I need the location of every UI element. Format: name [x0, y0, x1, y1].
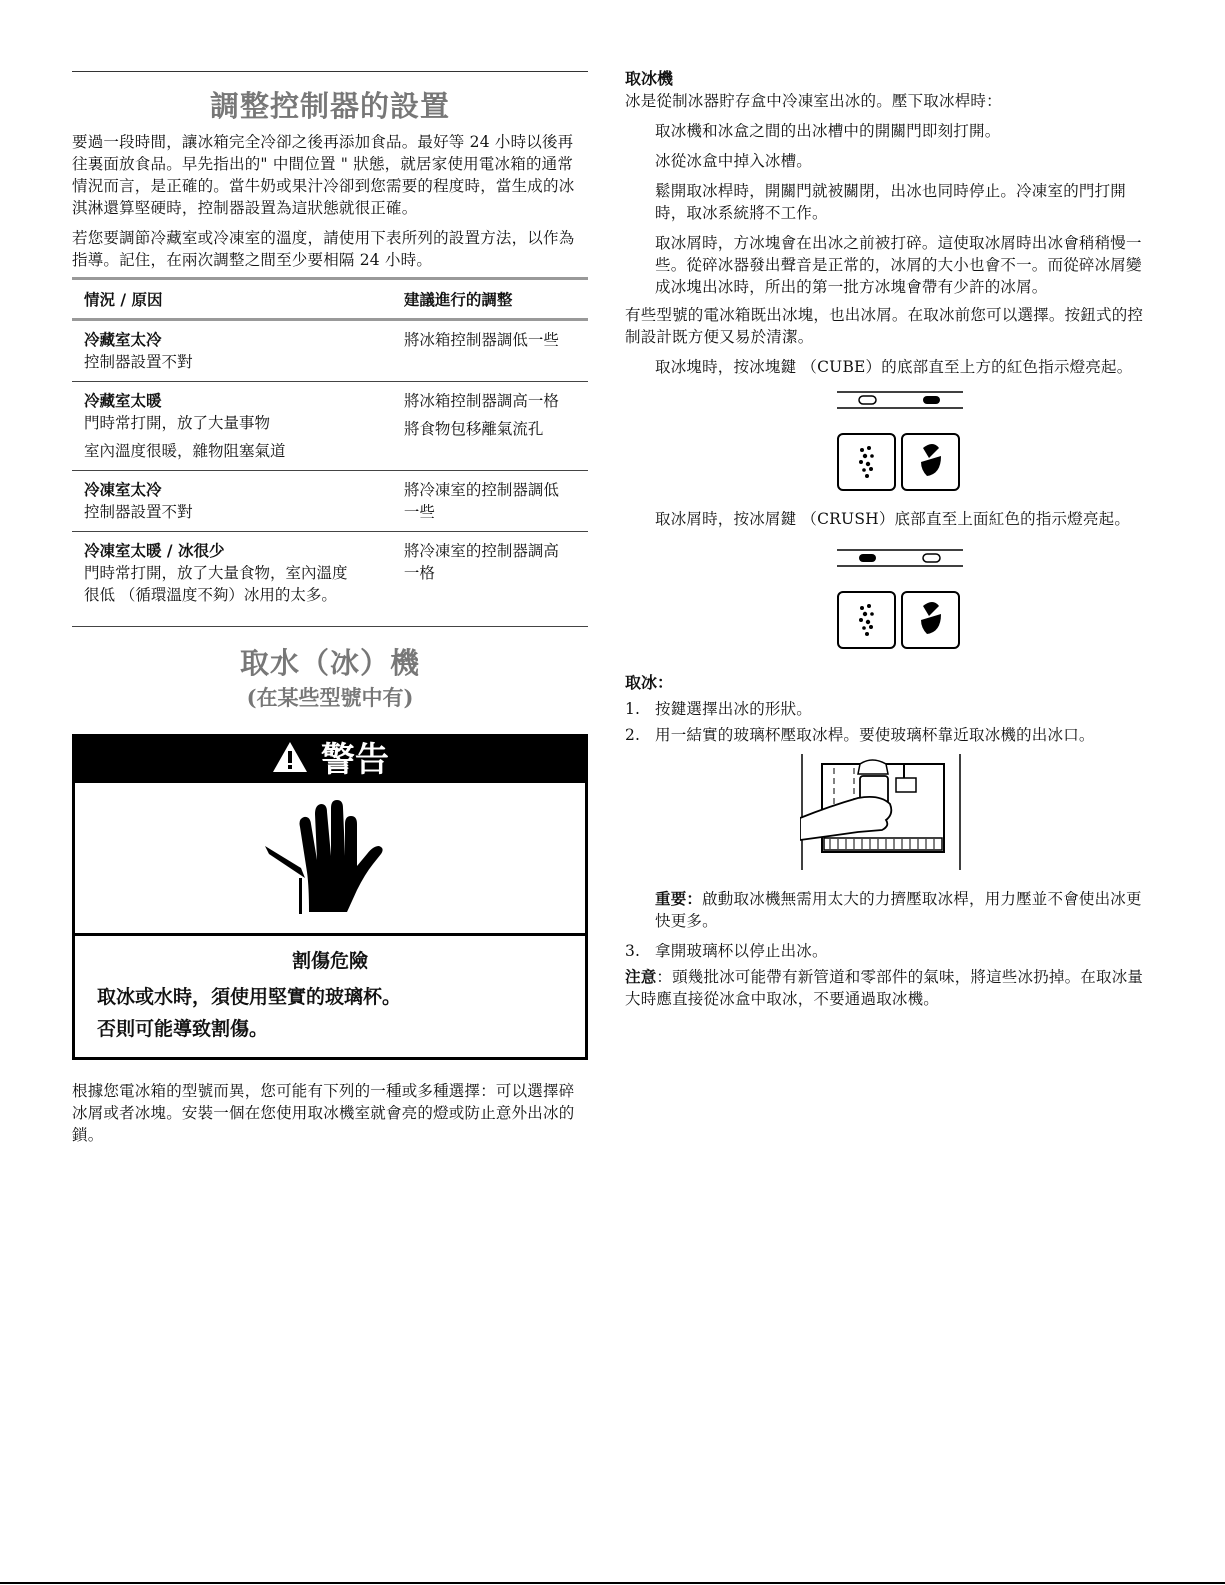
page-bottom-rule [0, 1582, 1225, 1584]
warning-line-2: 否則可能導致割傷。 [97, 1018, 269, 1040]
glass-dispensing-illustration [800, 754, 1145, 874]
dispense-ice-heading: 取冰： [625, 673, 674, 692]
warning-title: 割傷危險 [291, 950, 368, 972]
cube-panel-illustration [837, 390, 963, 494]
cube-selected-panel [655, 390, 1145, 494]
table-row-adjustment [392, 382, 588, 471]
crush-instruction: 取冰屑時，按冰屑鍵 （CRUSH）底部直至上面紅色的指示燈亮起。 [655, 510, 1131, 528]
models-paragraph: 有些型號的電冰箱既出冰塊，也出冰屑。在取冰前您可以選擇。按鈕式的控制設計既方便又易於清潔。 [625, 306, 1144, 346]
condition-title: 冷藏室太暖 [84, 391, 162, 410]
section-title-controls: 調整控制器的設置 [209, 89, 450, 123]
dispense-steps [625, 698, 1145, 746]
note-label: 注意 [625, 967, 657, 986]
ice-dispenser-heading: 取冰機 [625, 69, 674, 88]
ice-bullet: 取冰屑時，方冰塊會在出冰之前被打碎。這使取冰屑時出冰會稍稍慢一些。從碎冰器發出聲音是正常的，冰屑的大小也會不一。而從碎冰屑變成冰塊出冰時，所出的第一批方冰塊會帶有少許的冰屑。 [655, 234, 1142, 296]
left-column [72, 0, 588, 1146]
ice-bullet: 鬆開取冰桿時，開關門就被關閉，出冰也同時停止。冷凍室的門打開時，取冰系統將不工作。 [655, 182, 1127, 222]
crush-selected-panel [655, 548, 1145, 652]
condition-cause: 門時常打開，放了大量事物 [84, 414, 271, 432]
warning-header-text: 警告 [320, 740, 389, 780]
controls-paragraph-2: 若您要調節冷藏室或冷凍室的溫度，請使用下表所列的設置方法，以作為指導。記住，在兩次調整之間至少要相隔 24 小時。 [72, 229, 575, 269]
warning-body [75, 936, 585, 1057]
list-item: 1. 按鍵選擇出冰的形狀。 [625, 700, 813, 718]
table-row-condition [72, 532, 392, 627]
list-item: 2. 用一結實的玻璃杯壓取冰桿。要使玻璃杯靠近取冰機的出冰口。 [625, 726, 1095, 744]
adjustment-text: 將食物包移離氣流孔 [403, 420, 544, 438]
dispenser-options-paragraph: 根據您電冰箱的型號而異，您可能有下列的一種或多種選擇：可以選擇碎冰屑或者冰塊。安裝一個在您使用取冰機室就會亮的燈或防止意外出冰的鎖。 [72, 1082, 575, 1144]
controls-paragraph-1: 要過一段時間，讓冰箱完全冷卻之後再添加食品。最好等 24 小時以後再往裏面放食品。早先指出的" 中間位置 " 狀態，就居家使用電冰箱的通常情況而言，是正確的。當牛奶或果汁冷卻到您需要的程度時，當生成的冰淇淋還算堅硬時，控制器設置為這狀態就很正確。 [72, 133, 575, 217]
table-row-adjustment [392, 471, 588, 532]
condition-title: 冷凍室太暖 / 冰很少 [84, 541, 225, 560]
ice-dispenser-intro: 冰是從制冰器貯存盒中冷凍室出冰的。壓下取冰桿時： [625, 92, 1002, 110]
section-rule [72, 71, 588, 72]
cube-instruction: 取冰塊時，按冰塊鍵 （CUBE）的底部直至上方的紅色指示燈亮起。 [655, 358, 1133, 376]
table-row-condition [72, 382, 392, 471]
table-row-adjustment [392, 320, 588, 382]
adjustment-table [72, 280, 588, 627]
dispense-steps-continued [625, 940, 1145, 962]
warning-box [72, 734, 588, 1060]
adjustment-text: 將冷凍室的控制器調高一格 [403, 542, 559, 582]
ice-bullet: 取冰機和冰盒之間的出冰槽中的開關門即刻打開。 [655, 122, 1001, 140]
table-header-condition: 情況 / 原因 [84, 290, 163, 309]
cut-hand-icon [265, 794, 395, 923]
warning-line-1: 取冰或水時，須使用堅實的玻璃杯。 [97, 986, 402, 1008]
note-text: ：頭幾批冰可能帶有新管道和零部件的氣味，將這些冰扔掉。在取冰量大時應直接從冰盒中取冰，不要通過取冰機。 [625, 968, 1144, 1008]
adjustment-text: 將冷凍室的控制器調低一些 [403, 481, 559, 521]
crush-panel-illustration [837, 548, 963, 652]
table-row-adjustment [392, 532, 588, 627]
condition-title: 冷凍室太冷 [84, 480, 162, 499]
table-header-adjustment: 建議進行的調整 [403, 290, 513, 309]
table-row-condition [72, 320, 392, 382]
odor-note [625, 966, 1145, 1010]
ice-bullet: 冰從冰盒中掉入冰槽。 [655, 152, 813, 170]
section-title-dispenser: 取水（冰）機 [239, 646, 420, 680]
condition-cause: 室內溫度很暖，雜物阻塞氣道 [84, 442, 286, 460]
section-subtitle-dispenser: (在某些型號中有) [246, 685, 414, 710]
important-label: 重要： [655, 889, 703, 908]
important-text: 啟動取冰機無需用太大的力擠壓取冰桿，用力壓並不會使出冰更快更多。 [655, 890, 1142, 930]
condition-cause: 控制器設置不對 [84, 353, 193, 371]
condition-title: 冷藏室太冷 [84, 330, 162, 349]
warning-triangle-icon [271, 740, 321, 780]
adjustment-text: 將冰箱控制器調低一些 [403, 331, 559, 349]
warning-header [75, 737, 585, 783]
table-row-condition [72, 471, 392, 532]
cut-hazard-area [75, 783, 585, 936]
adjustment-text: 將冰箱控制器調高一格 [403, 392, 559, 410]
right-column [625, 0, 1145, 1010]
important-note [625, 888, 1145, 932]
condition-cause: 控制器設置不對 [84, 503, 193, 521]
list-item: 3. 拿開玻璃杯以停止出冰。 [625, 942, 828, 960]
condition-cause: 門時常打開，放了大量食物，室內溫度很低 （循環溫度不夠）冰用的太多。 [84, 564, 348, 604]
